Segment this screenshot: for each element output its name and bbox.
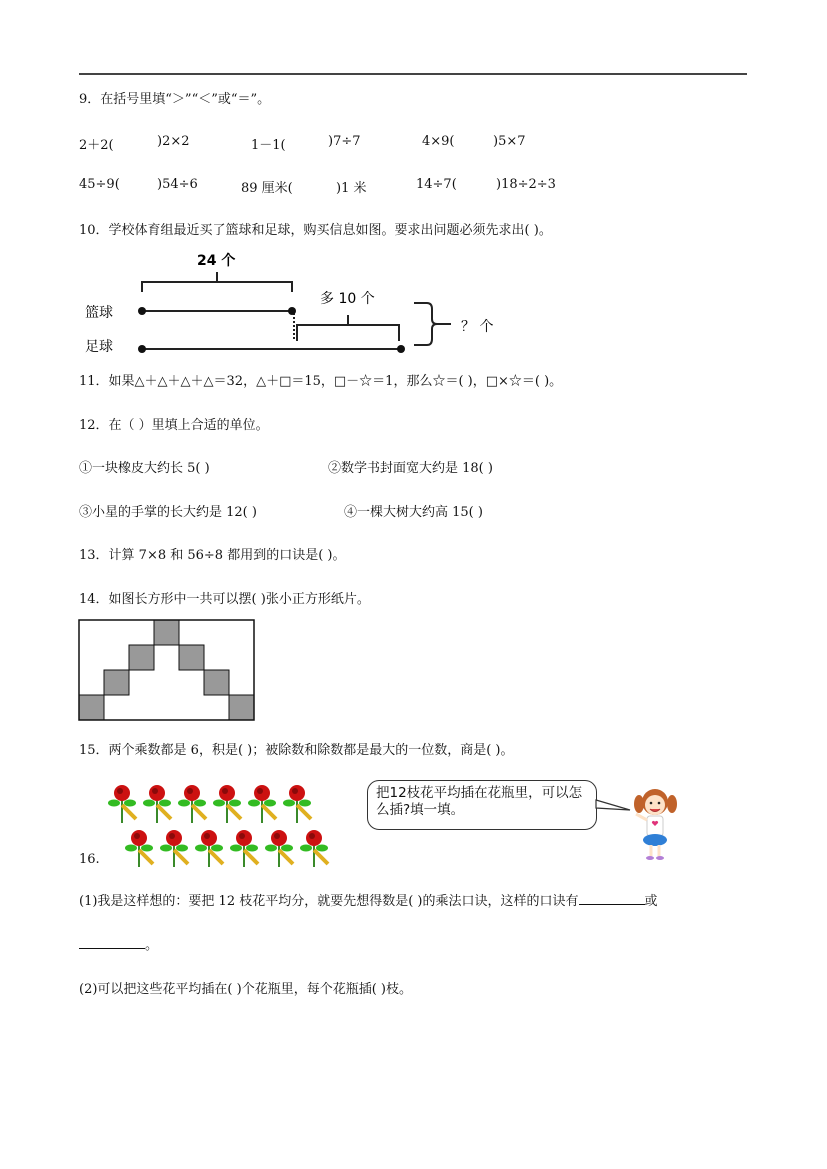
grid-square: [104, 670, 129, 695]
q16-part1: [79, 890, 658, 909]
speech-bubble: [367, 780, 597, 830]
q15-text: 15．两个乘数都是 6，积是( )；被除数和除数都是最大的一位数，商是( )。: [79, 743, 514, 758]
q9-expr: )18÷2÷3: [496, 177, 556, 192]
grid-square: [154, 620, 179, 645]
q16-part1-text: (1)我是这样想的：要把 12 枝花平均分，就要先想得数是( )的乘法口诀，这样的口诀有: [79, 894, 579, 909]
bubble-text: 把12枝花平均插在花瓶里，可以怎么插?填一填。: [376, 785, 583, 818]
rose-icon: [125, 830, 153, 867]
q9-expr: 14÷7(: [416, 177, 457, 192]
grid-square: [229, 695, 254, 720]
q16-period: 。: [145, 938, 159, 953]
label-football: 足球: [85, 339, 113, 355]
q16-part1-cont: [79, 934, 158, 953]
rose-icon: [108, 785, 136, 823]
q12-item: ①一块橡皮大约长 5( ): [79, 461, 210, 476]
answer-blank[interactable]: [79, 936, 145, 949]
q16-part2: (2)可以把这些花平均插在( )个花瓶里，每个花瓶插( )枝。: [79, 982, 412, 997]
q10-title: 10．学校体育组最近买了篮球和足球，购买信息如图。要求出问题必须先求出( )。: [79, 223, 552, 238]
q12-item: ③小星的手掌的长大约是 12( ): [79, 505, 257, 520]
q9-expr: 2＋2(: [79, 138, 114, 153]
rose-icon: [195, 830, 223, 867]
grid-square: [129, 645, 154, 670]
q9-expr: 45÷9(: [79, 177, 120, 192]
rose-icon: [178, 785, 206, 823]
q9-title: 9．在括号里填“＞”“＜”或“＝”。: [79, 92, 271, 107]
q16-number: 16.: [79, 852, 100, 867]
q16-flowers: [104, 775, 339, 867]
point: [138, 345, 146, 353]
brace-10: [297, 315, 399, 341]
point: [138, 307, 146, 315]
label-24: 24 个: [197, 253, 236, 269]
point: [397, 345, 405, 353]
q9-expr: )2×2: [157, 134, 190, 149]
rose-icon: [300, 830, 328, 867]
label-more-10: 多 10 个: [320, 291, 375, 307]
grid-square: [179, 645, 204, 670]
q13-text: 13．计算 7×8 和 56÷8 都用到的口诀是( )。: [79, 548, 346, 563]
q9-expr: )1 米: [336, 181, 367, 196]
label-total: ？ 个: [461, 319, 494, 335]
rose-icon: [230, 830, 258, 867]
girl-icon: [634, 789, 677, 860]
bubble-tail: [596, 800, 630, 810]
rose-icon: [143, 785, 171, 823]
q9-expr: 89 厘米(: [241, 181, 293, 196]
q16-or: 或: [644, 894, 658, 909]
girl-illustration: [592, 780, 682, 865]
q9-expr: )5×7: [493, 134, 526, 149]
answer-blank[interactable]: [579, 892, 645, 905]
point: [288, 307, 296, 315]
header-rule: [79, 73, 747, 75]
q10-line-diagram: [79, 245, 519, 355]
brace-total: [414, 303, 451, 345]
q12-title: 12．在（ ）里填上合适的单位。: [79, 418, 269, 433]
q12-item: ②数学书封面宽大约是 18( ): [328, 461, 493, 476]
q11-text: 11．如果△＋△＋△＋△＝32，△＋□＝15，□－☆＝1，那么☆＝( )，□×☆＝( )。: [79, 374, 563, 389]
brace-24: [142, 272, 292, 292]
grid-square: [204, 670, 229, 695]
q9-expr: 1－1(: [251, 138, 286, 153]
q9-expr: )7÷7: [328, 134, 361, 149]
rose-icon: [265, 830, 293, 867]
grid-square: [79, 695, 104, 720]
q14-grid-figure: [78, 619, 256, 722]
q9-expr: 4×9(: [422, 134, 455, 149]
q9-expr: )54÷6: [157, 177, 198, 192]
label-basketball: 篮球: [85, 305, 113, 321]
rose-icon: [213, 785, 241, 823]
rose-icon: [160, 830, 188, 867]
rose-icon: [283, 785, 311, 823]
q12-item: ④一棵大树大约高 15( ): [344, 505, 483, 520]
q14-text: 14．如图长方形中一共可以摆( )张小正方形纸片。: [79, 592, 370, 607]
rose-icon: [248, 785, 276, 823]
